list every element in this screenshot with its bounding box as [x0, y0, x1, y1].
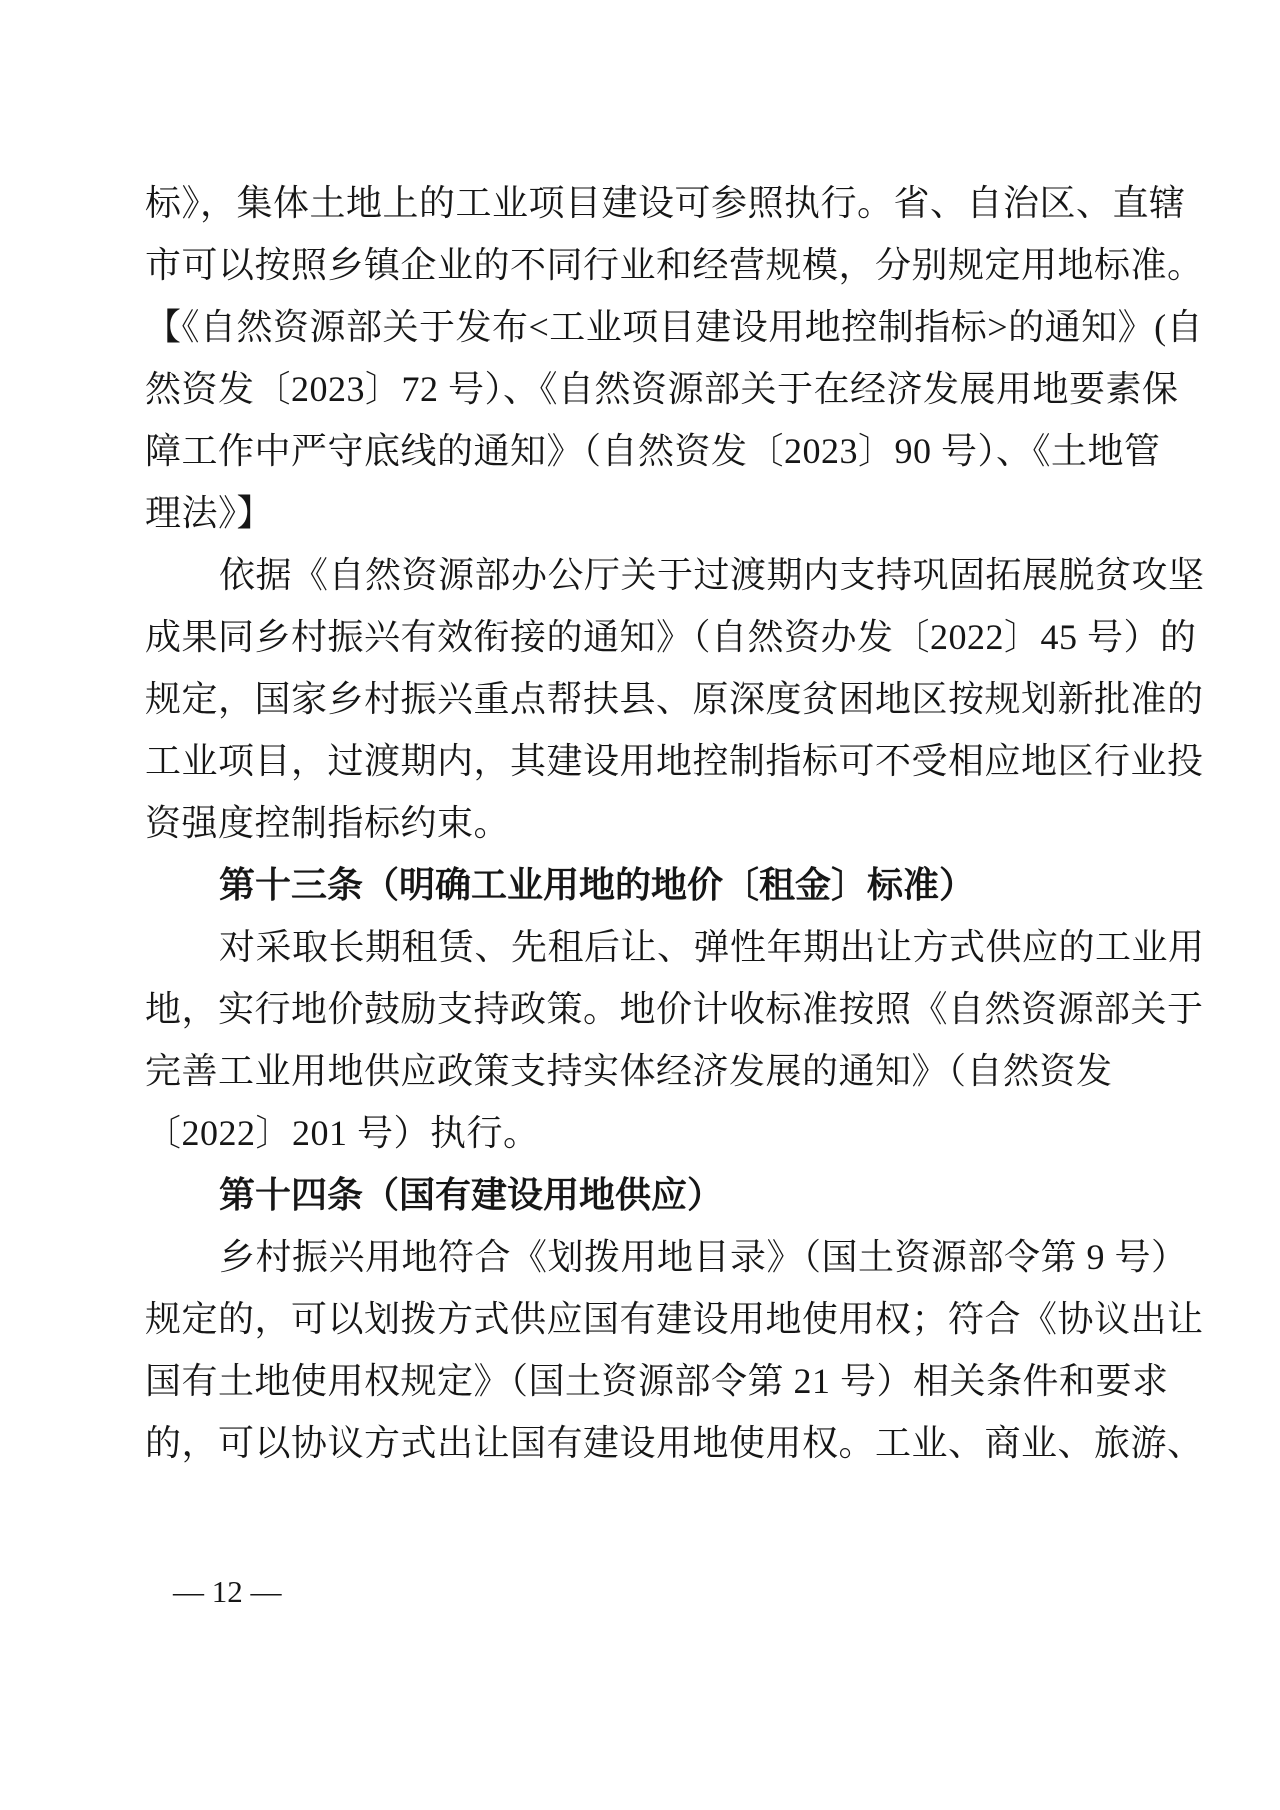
text-line: 成果同乡村振兴有效衔接的通知》（自然资办发〔2022〕45 号）的	[145, 617, 1197, 657]
article-heading: 第十四条（国有建设用地供应）	[219, 1174, 724, 1215]
text-line: 资强度控制指标约束。	[145, 803, 511, 843]
page-number: — 12 —	[173, 1574, 282, 1609]
text-line: 国有土地使用权规定》（国土资源部令第 21 号）相关条件和要求	[145, 1361, 1169, 1401]
text-line: 市可以按照乡镇企业的不同行业和经营规模，分别规定用地标准。	[145, 245, 1204, 285]
text-line: 理法》】	[145, 493, 274, 533]
article-heading: 第十三条（明确工业用地的地价〔租金〕标准）	[219, 864, 976, 905]
text-line: 障工作中严守底线的通知》（自然资发〔2023〕90 号）、《土地管	[145, 431, 1161, 471]
text-line: 的，可以协议方式出让国有建设用地使用权。工业、商业、旅游、	[145, 1423, 1204, 1463]
text-line: 地，实行地价鼓励支持政策。地价计收标准按照《自然资源部关于	[145, 989, 1204, 1029]
text-line: 乡村振兴用地符合《划拨用地目录》（国土资源部令第 9 号）	[219, 1237, 1188, 1277]
page-footer	[145, 1572, 1140, 1612]
text-line: 工业项目，过渡期内，其建设用地控制指标可不受相应地区行业投	[145, 741, 1204, 781]
text-line: 【《自然资源部关于发布<工业项目建设用地控制指标>的通知》(自	[145, 307, 1204, 347]
text-line: 规定，国家乡村振兴重点帮扶县、原深度贫困地区按规划新批准的	[145, 679, 1204, 719]
text-line: 规定的，可以划拨方式供应国有建设用地使用权；符合《协议出让	[145, 1299, 1204, 1339]
text-line: 标》，集体土地上的工业项目建设可参照执行。省、自治区、直辖	[145, 183, 1186, 223]
text-line: 〔2022〕201 号）执行。	[145, 1113, 540, 1153]
text-line: 然资发〔2023〕72 号）、《自然资源部关于在经济发展用地要素保	[145, 369, 1179, 409]
document-body	[145, 172, 1205, 1474]
text-line: 依据《自然资源部办公厅关于过渡期内支持巩固拓展脱贫攻坚	[219, 555, 1205, 595]
text-line: 完善工业用地供应政策支持实体经济发展的通知》（自然资发	[145, 1051, 1113, 1091]
text-line: 对采取长期租赁、先租后让、弹性年期出让方式供应的工业用	[219, 927, 1205, 967]
